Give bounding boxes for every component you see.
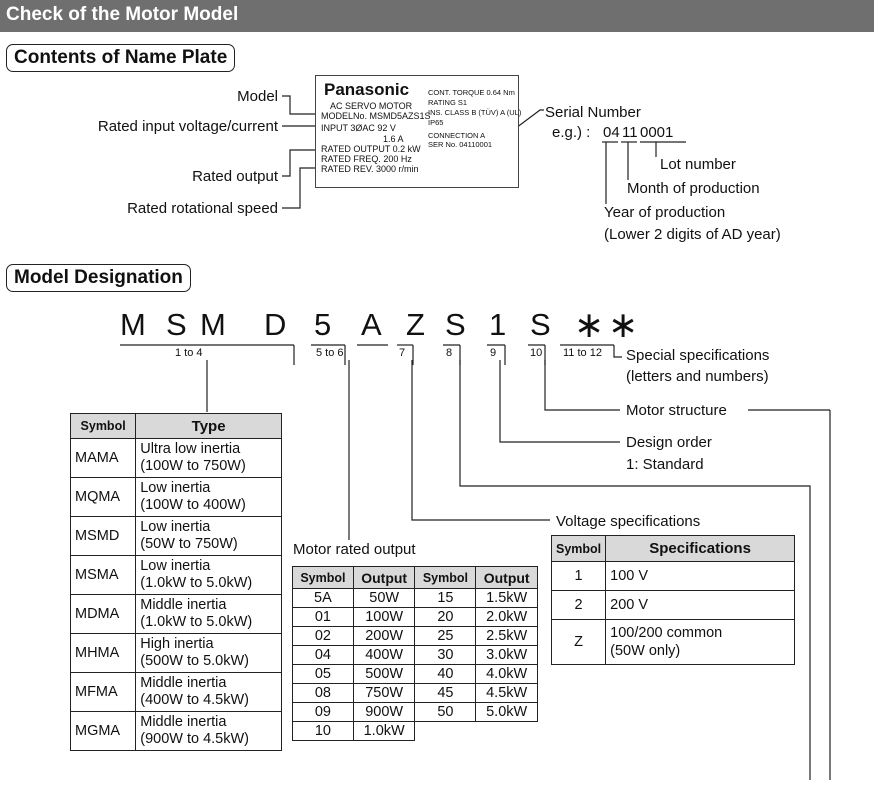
table-cell: 500W [353, 665, 415, 684]
design-order-label: Design order [626, 434, 712, 451]
type-cell [136, 673, 282, 712]
position-label: 10 [530, 347, 543, 359]
symbol-cell: MDMA [71, 595, 136, 634]
rated-output-label: Motor rated output [293, 541, 416, 558]
table-cell: 4.5kW [476, 684, 538, 703]
table-row [71, 634, 282, 673]
position-label: 7 [399, 347, 406, 359]
model-char: ∗ [608, 304, 639, 345]
model-char: M [200, 307, 226, 342]
column-header: Specifications [606, 536, 795, 562]
column-header: Symbol [552, 536, 606, 562]
table-cell: 20 [415, 608, 476, 627]
position-label: 9 [490, 347, 497, 359]
type-name: Low inertia [140, 480, 211, 496]
serial-part-lot: 0001 [640, 124, 674, 141]
table-cell: 02 [293, 627, 354, 646]
plate-line: CONT. TORQUE 0.64 Nm [428, 88, 515, 97]
type-cell [136, 517, 282, 556]
table-row [293, 722, 538, 741]
label-rated-input: Rated input voltage/current [97, 118, 278, 135]
serial-part-month: 11 [622, 124, 638, 141]
type-table [70, 413, 282, 751]
spec-note: (50W only) [610, 643, 681, 659]
table-cell: 2.5kW [476, 627, 538, 646]
plate-line: RATED FREQ. 200 Hz [321, 154, 412, 164]
table-cell: 09 [293, 703, 354, 722]
plate-line: IP65 [428, 118, 444, 127]
plate-line: AC SERVO MOTOR [330, 101, 413, 111]
table-cell: 04 [293, 646, 354, 665]
table-header-row [293, 567, 538, 589]
table-cell: 50W [353, 589, 415, 608]
plate-line: 1.6 A [383, 134, 404, 144]
table-row [552, 620, 795, 665]
type-name: Low inertia [140, 519, 211, 535]
type-range: (100W to 400W) [140, 497, 246, 513]
special-spec-label: Special specifications [626, 347, 770, 364]
table-row [293, 589, 538, 608]
column-header: Output [353, 567, 415, 589]
brand-logo: Panasonic [324, 80, 410, 99]
table-header-row [71, 414, 282, 439]
table-cell: 15 [415, 589, 476, 608]
label-model: Model [237, 88, 278, 105]
plate-line: RATING S1 [428, 98, 468, 107]
table-row [71, 517, 282, 556]
table-cell: 08 [293, 684, 354, 703]
table-row [552, 591, 795, 620]
type-name: Middle inertia [140, 714, 227, 730]
symbol-cell: MHMA [71, 634, 136, 673]
table-cell: 5A [293, 589, 354, 608]
table-row [71, 556, 282, 595]
table-cell: 05 [293, 665, 354, 684]
table-row [293, 627, 538, 646]
label-rated-speed: Rated rotational speed [127, 200, 278, 217]
plate-line: SER No. 04110001 [428, 140, 493, 149]
empty-cell [476, 722, 538, 741]
empty-cell [415, 722, 476, 741]
position-label: 5 to 6 [316, 347, 344, 359]
model-char: ∗ [574, 304, 605, 345]
symbol-cell: 2 [552, 591, 606, 620]
year-note: (Lower 2 digits of AD year) [604, 226, 781, 243]
special-spec-note: (letters and numbers) [626, 368, 769, 385]
type-range: (900W to 4.5kW) [140, 731, 250, 747]
type-name: Ultra low inertia [140, 441, 241, 457]
spec-cell [606, 620, 795, 665]
symbol-cell: MAMA [71, 439, 136, 478]
table-cell: 2.0kW [476, 608, 538, 627]
year-label: Year of production [604, 204, 726, 221]
model-char: 1 [489, 307, 507, 342]
symbol-cell: MGMA [71, 712, 136, 751]
position-label: 8 [446, 347, 453, 359]
table-row [71, 478, 282, 517]
table-row [293, 703, 538, 722]
symbol-cell: MQMA [71, 478, 136, 517]
type-name: High inertia [140, 636, 214, 652]
plate-line: RATED OUTPUT 0.2 kW [321, 144, 421, 154]
plate-line: RATED REV. 3000 r/min [321, 164, 419, 174]
column-header: Symbol [293, 567, 354, 589]
serial-title: Serial Number [545, 104, 641, 121]
table-cell: 5.0kW [476, 703, 538, 722]
column-header: Symbol [415, 567, 476, 589]
type-range: (500W to 5.0kW) [140, 653, 250, 669]
table-cell: 40 [415, 665, 476, 684]
plate-line: CONNECTION A [428, 131, 486, 140]
serial-example-prefix: e.g.) : [552, 124, 591, 141]
column-header: Type [136, 414, 282, 439]
type-cell [136, 712, 282, 751]
plate-line: MODELNo. MSMD5AZS1S [321, 111, 431, 121]
table-cell: 10 [293, 722, 354, 741]
table-cell: 4.0kW [476, 665, 538, 684]
symbol-cell: MSMA [71, 556, 136, 595]
table-row [71, 712, 282, 751]
type-name: Low inertia [140, 558, 211, 574]
table-cell: 400W [353, 646, 415, 665]
designation-section-title: Model Designation [6, 264, 191, 292]
output-table [292, 566, 538, 741]
model-char: S [445, 307, 466, 342]
type-cell [136, 478, 282, 517]
table-header-row [552, 536, 795, 562]
table-cell: 01 [293, 608, 354, 627]
column-header: Symbol [71, 414, 136, 439]
model-char: Z [406, 307, 425, 342]
type-range: (1.0kW to 5.0kW) [140, 575, 253, 591]
serial-part-year: 04 [603, 124, 620, 141]
table-cell: 30 [415, 646, 476, 665]
table-cell: 750W [353, 684, 415, 703]
table-row [293, 665, 538, 684]
table-cell: 3.0kW [476, 646, 538, 665]
table-row [552, 562, 795, 591]
page-title: Check of the Motor Model [6, 4, 239, 25]
type-name: Middle inertia [140, 675, 227, 691]
symbol-cell: Z [552, 620, 606, 665]
type-range: (1.0kW to 5.0kW) [140, 614, 253, 630]
symbol-cell: MFMA [71, 673, 136, 712]
table-cell: 1.5kW [476, 589, 538, 608]
spec-cell: 100 V [606, 562, 795, 591]
table-row [293, 608, 538, 627]
design-order-note: 1: Standard [626, 456, 704, 473]
model-char: D [264, 307, 287, 342]
table-cell: 100W [353, 608, 415, 627]
model-char: A [361, 307, 382, 342]
lot-number-label: Lot number [660, 156, 736, 173]
voltage-table [551, 535, 795, 665]
model-char: S [166, 307, 187, 342]
column-header: Output [476, 567, 538, 589]
table-row [293, 646, 538, 665]
plate-line: INPUT 3ØAC 92 V [321, 123, 396, 133]
table-row [293, 684, 538, 703]
spec-cell: 200 V [606, 591, 795, 620]
position-label: 11 to 12 [563, 347, 602, 359]
type-cell [136, 595, 282, 634]
table-row [71, 595, 282, 634]
type-range: (50W to 750W) [140, 536, 238, 552]
type-range: (400W to 4.5kW) [140, 692, 250, 708]
table-cell: 900W [353, 703, 415, 722]
symbol-cell: 1 [552, 562, 606, 591]
position-label: 1 to 4 [175, 347, 203, 359]
table-row [71, 673, 282, 712]
plate-line: INS. CLASS B (TÜV) A (UL) [428, 108, 522, 117]
type-cell [136, 439, 282, 478]
month-label: Month of production [627, 180, 760, 197]
type-name: Middle inertia [140, 597, 227, 613]
motor-structure-label: Motor structure [626, 402, 727, 419]
type-cell [136, 634, 282, 673]
table-row [71, 439, 282, 478]
label-rated-output: Rated output [192, 168, 278, 185]
table-cell: 1.0kW [353, 722, 415, 741]
model-char: M [120, 307, 146, 342]
symbol-cell: MSMD [71, 517, 136, 556]
table-cell: 50 [415, 703, 476, 722]
type-range: (100W to 750W) [140, 458, 246, 474]
table-cell: 25 [415, 627, 476, 646]
model-char: 5 [314, 307, 332, 342]
type-cell [136, 556, 282, 595]
model-char: S [530, 307, 551, 342]
voltage-spec-label: Voltage specifications [556, 513, 701, 530]
spec-text: 100/200 common [610, 625, 723, 641]
nameplate-section-title: Contents of Name Plate [6, 44, 235, 72]
table-cell: 45 [415, 684, 476, 703]
table-cell: 200W [353, 627, 415, 646]
